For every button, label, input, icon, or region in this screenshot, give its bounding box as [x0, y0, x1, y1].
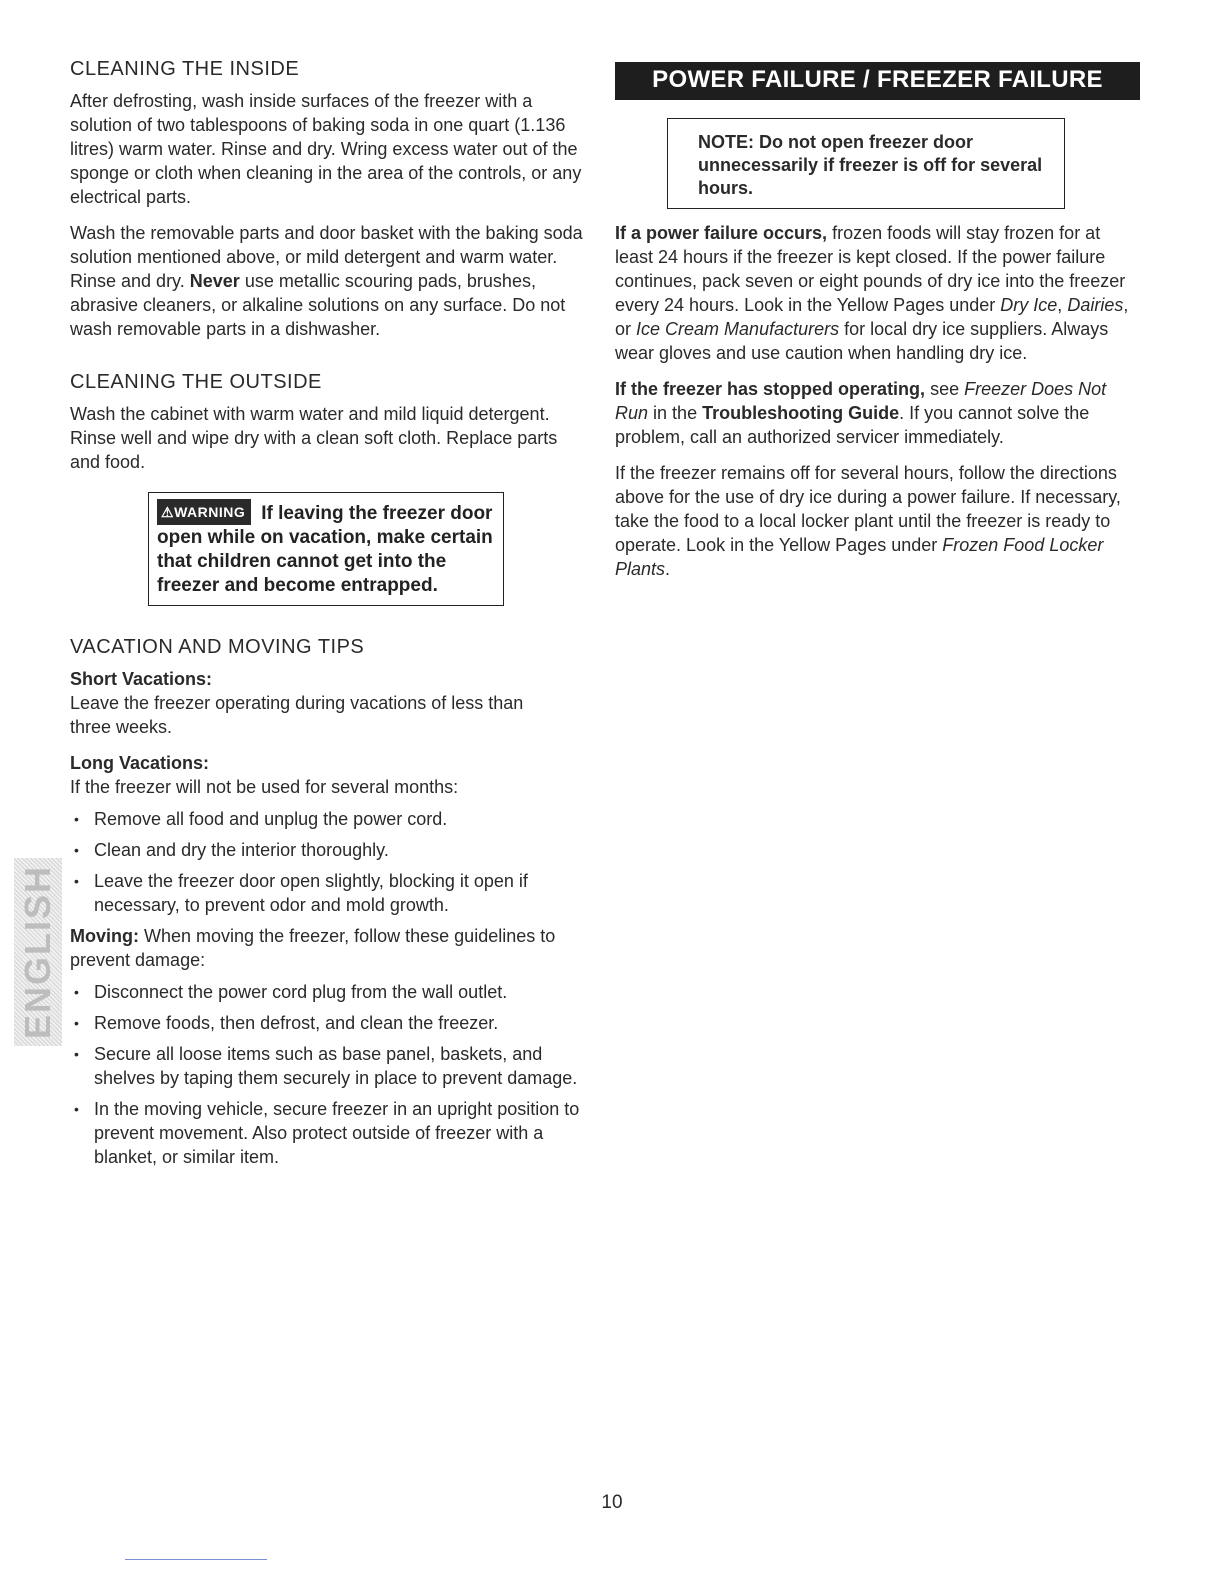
list-item: • Remove foods, then defrost, and clean the freezer. [94, 1011, 590, 1035]
moving-paragraph [70, 924, 590, 972]
bold-lead: If the freezer has stopped operating, [615, 379, 926, 399]
text-span: . [665, 559, 671, 579]
left-column [70, 58, 590, 1176]
moving-title: Moving: [70, 926, 139, 946]
text-span: , or [615, 295, 1129, 339]
list-item: • Clean and dry the interior thoroughly. [94, 838, 590, 862]
list-item: • Secure all loose items such as base panel, baskets, and shelves by taping them securely in place to prevent damage. [94, 1042, 590, 1090]
warning-badge [157, 499, 251, 525]
text-span: for local dry ice suppliers. Always wear gloves and use caution when handling dry ice. [615, 319, 1109, 363]
italic-dry-ice: Dry Ice [1000, 295, 1058, 315]
cleaning-inside-paragraph-1: After defrosting, wash inside surfaces of the freezer with a solution of two tablespoons of baking soda in one quart (1.136 litres) warm water. Rinse and dry. Wring excess water out of the sponge or cloth when cleaning in the area of the controls, or any electrical parts. [70, 91, 582, 207]
long-vacations-list [70, 807, 590, 917]
warning-text: If leaving the freezer door open while on vacation, make certain that children cannot get into the freezer and become entrapped. [157, 503, 493, 596]
power-failure-paragraph [615, 221, 1140, 365]
heading-vacation-moving: VACATION AND MOVING TIPS [70, 636, 365, 658]
footer-rule [125, 1559, 267, 1560]
heading-cleaning-outside: CLEANING THE OUTSIDE [70, 371, 322, 393]
bold-troubleshooting: Troubleshooting Guide [702, 403, 900, 423]
bold-lead: If a power failure occurs, [615, 223, 828, 243]
remains-off-paragraph [615, 461, 1140, 581]
warning-triangle-icon: ⚠ [161, 504, 175, 520]
text-span: , [1057, 295, 1063, 315]
language-side-tab [14, 858, 62, 1046]
short-vacations-text: Leave the freezer operating during vacations of less than three weeks. [70, 693, 524, 737]
list-item: • Disconnect the power cord plug from the wall outlet. [94, 980, 590, 1004]
cleaning-inside-paragraph-2 [70, 221, 590, 341]
right-column [615, 62, 1140, 593]
list-item: • Leave the freezer door open slightly, blocking it open if necessary, to prevent odor and mold growth. [94, 869, 590, 917]
text-span: If the freezer remains off for several hours, follow the directions above for the use of dry ice during a power failure. If necessary, take the food to a local locker plant until the freezer is ready to operate. Look in the Yellow Pages under [615, 463, 1121, 555]
italic-dairies: Dairies [1067, 295, 1124, 315]
page-number: 10 [601, 1492, 623, 1513]
text-span: frozen foods will stay frozen for at least 24 hours if the freezer is kept closed. If the power failure continues, pack seven or eight pounds of dry ice into the freezer every 24 hours. Look in the Yellow Pages under [615, 223, 1126, 315]
note-box: NOTE: Do not open freezer door unnecessarily if freezer is off for several hours. [667, 118, 1065, 209]
long-vacations-title: Long Vacations: [70, 753, 210, 773]
italic-freezer-does-not-run: Freezer Does Not Run [615, 379, 1107, 423]
bold-never: Never [189, 271, 240, 291]
moving-text: When moving the freezer, follow these guidelines to prevent damage: [70, 926, 556, 970]
stopped-operating-paragraph [615, 377, 1140, 449]
warning-badge-label: WARNING [174, 504, 246, 520]
long-vacations-text: If the freezer will not be used for several months: [70, 777, 459, 797]
moving-list [70, 980, 590, 1169]
warning-box [148, 492, 504, 606]
cleaning-outside-paragraph: Wash the cabinet with warm water and mild liquid detergent. Rinse well and wipe dry with a clean soft cloth. Replace parts and food. [70, 404, 558, 472]
italic-locker-plants: Frozen Food Locker Plants [615, 535, 1104, 579]
heading-cleaning-inside: CLEANING THE INSIDE [70, 58, 300, 80]
list-item: • Remove all food and unplug the power cord. [94, 807, 590, 831]
text-span: in the [653, 403, 698, 423]
side-tab-label: ENGLISH [17, 864, 58, 1040]
text-span: see [930, 379, 960, 399]
italic-ice-cream: Ice Cream Manufacturers [636, 319, 840, 339]
short-vacations-title: Short Vacations: [70, 669, 213, 689]
text-span: . If you cannot solve the problem, call an authorized servicer immediately. [615, 403, 1090, 447]
power-failure-banner: POWER FAILURE / FREEZER FAILURE [615, 62, 1140, 100]
text-span: use metallic scouring pads, brushes, abrasive cleaners, or alkaline solutions on any surface. Do not wash removable parts in a dishwasher. [70, 271, 566, 339]
text-span: Wash the removable parts and door basket with the baking soda solution mentioned above, or mild detergent and warm water. Rinse and dry. [70, 223, 583, 291]
list-item: • In the moving vehicle, secure freezer in an upright position to prevent movement. Also protect outside of freezer with a blanket, or similar item. [94, 1097, 590, 1169]
